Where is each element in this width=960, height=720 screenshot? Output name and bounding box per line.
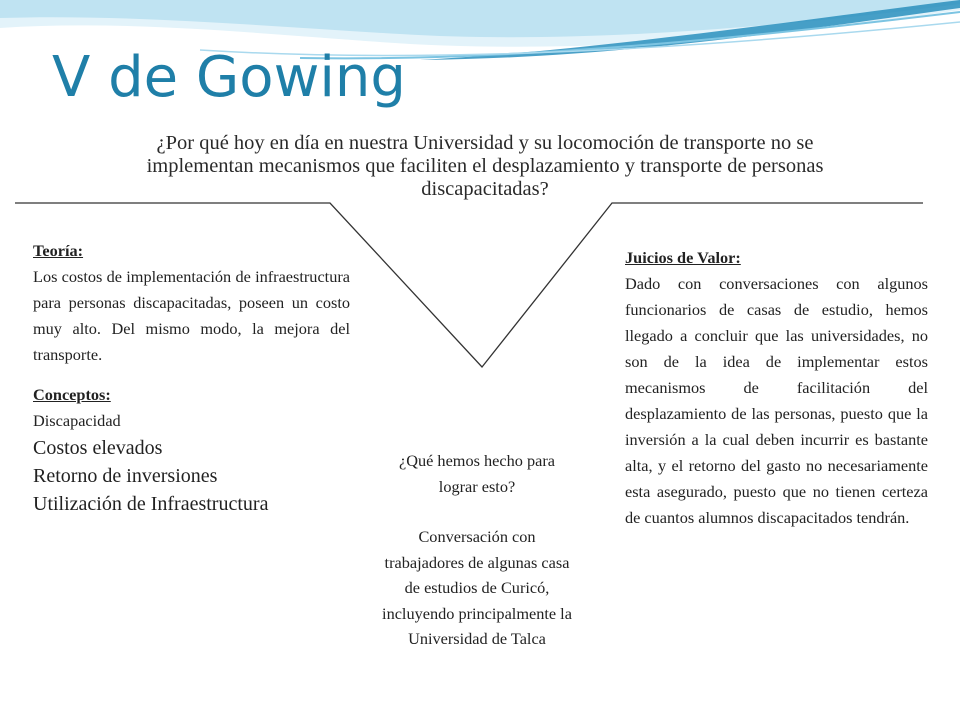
judgments-heading: Juicios de Valor: [625,248,741,267]
theory-heading: Teoría: [33,241,84,260]
judgments-text: Dado con conversaciones con algunos funcionarios de casas de estudio, hemos llegado a concluir que las universidades, no son de la idea de implementar estos mecanismos de facilitación del desplazamiento de las personas, puesto que la inversión a la cual deben incurrir es bastante alta, y el retorno del gasto no necesariamente esta asegurado, puesto que no tienen certeza de cuantos alumnos discapacitados tendrán. [625,274,928,527]
method-answer: Conversación con trabajadores de algunas casa de estudios de Curicó, incluyendo principalmente la Universidad de Talca [382,527,572,648]
concept-item: Retorno de inversiones [33,465,218,487]
concept-item: Discapacidad [33,411,121,430]
central-question: ¿Por qué hoy en día en nuestra Universidad y su locomoción de transporte no se implementan mecanismos que faciliten el desplazamiento y transporte de personas discapacitadas? [146,132,824,200]
slide-title: V de Gowing [52,45,406,110]
concept-item: Utilización de Infraestructura [33,493,269,515]
right-column [625,245,928,531]
theory-text: Los costos de implementación de infraestructura para personas discapacitadas, poseen un costo muy alto. Del mismo modo, la mejora del transporte. [33,267,350,364]
left-column [33,238,350,518]
concept-item: Costos elevados [33,437,163,459]
method-question: ¿Qué hemos hecho para lograr esto? [399,451,555,496]
concepts-heading: Conceptos: [33,385,111,404]
method-column [378,448,576,652]
